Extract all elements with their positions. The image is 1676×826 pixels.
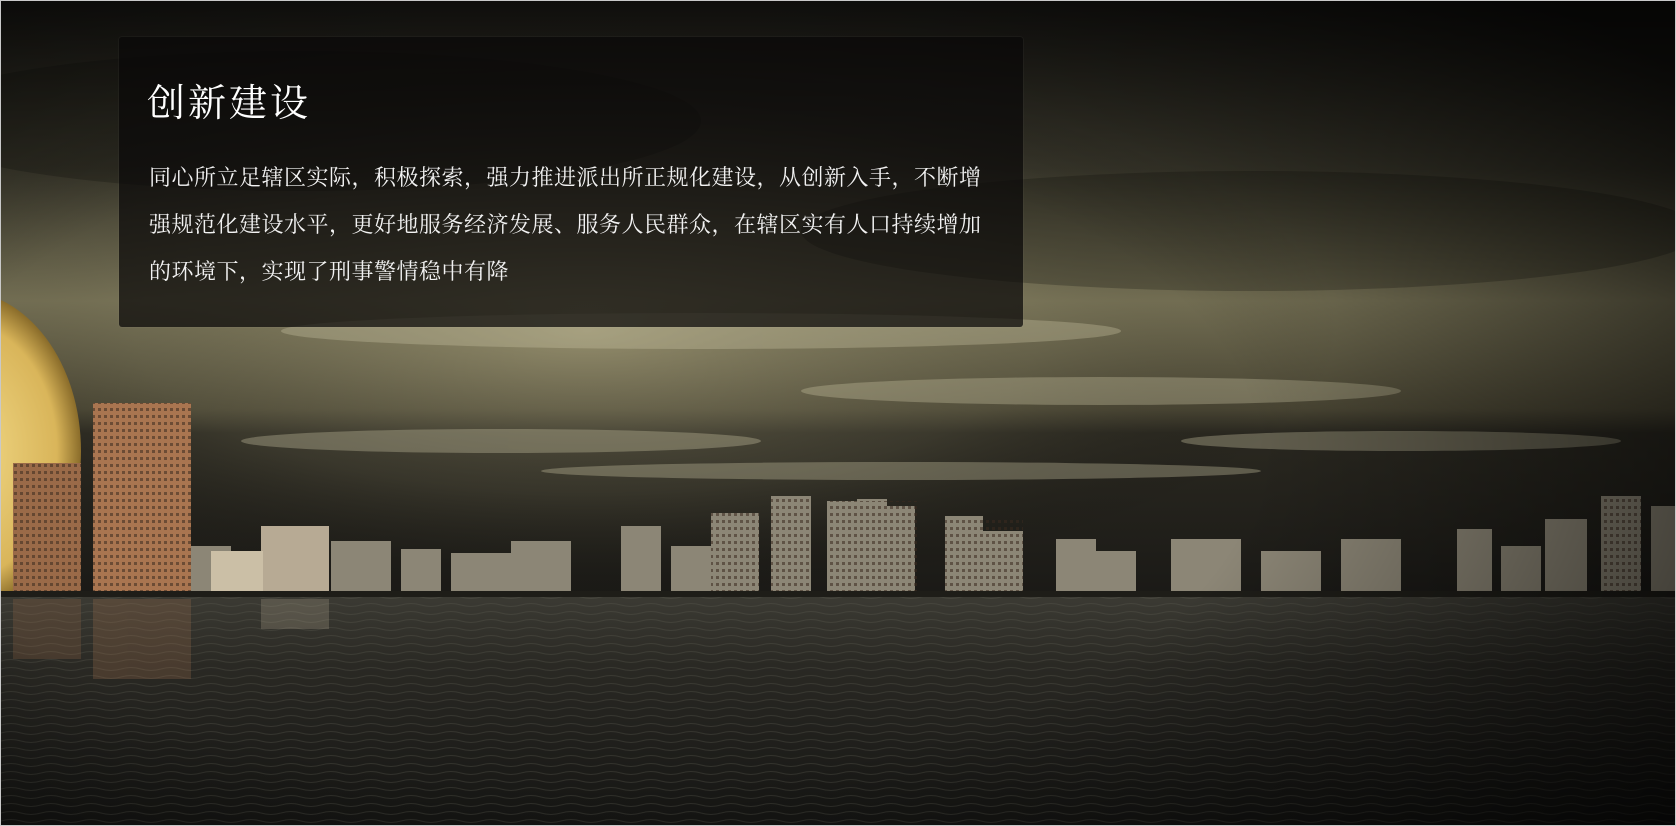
panel-description: 同心所立足辖区实际，积极探索，强力推进派出所正规化建设，从创新入手，不断增强规范化建设水平，更好地服务经济发展、服务人民群众，在辖区实有人口持续增加的环境下，实现了刑事警情稳中有降 — [149, 166, 982, 285]
panel-title: 创新建设 — [147, 81, 312, 125]
info-panel — [119, 37, 1023, 327]
